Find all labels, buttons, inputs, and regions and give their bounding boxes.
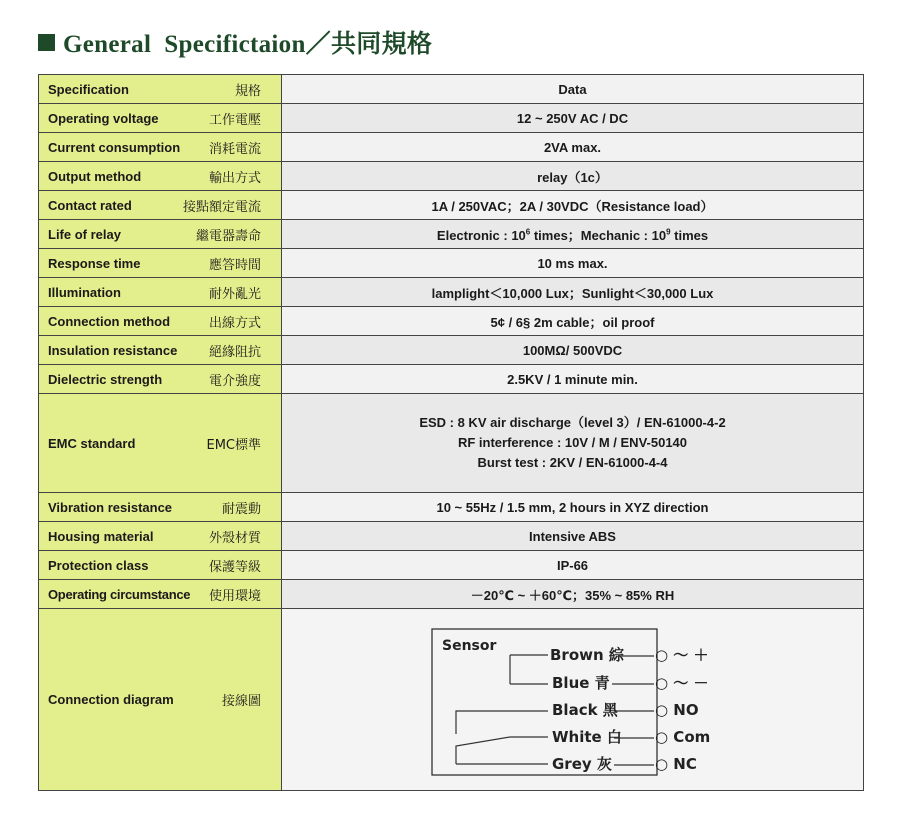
row-label [39, 278, 282, 307]
row-label [39, 249, 282, 278]
row-value: －20℃ ~ ＋60℃；35% ~ 85% RH [282, 580, 864, 609]
row-label [39, 365, 282, 394]
row-value [282, 220, 864, 249]
relay-switch-contact [456, 737, 510, 764]
table-row [39, 249, 864, 278]
row-value [282, 394, 864, 493]
header-data: Data [282, 75, 864, 104]
row-value: 1A / 250VAC；2A / 30VDC（Resistance load） [282, 191, 864, 220]
row-en: Life of relay [48, 226, 121, 242]
table-row [39, 220, 864, 249]
table-row [39, 307, 864, 336]
row-zh: 使用環境 [208, 588, 261, 604]
row-zh: 出線方式 [208, 315, 261, 331]
row-en: Operating circumstance [48, 586, 191, 602]
row-label [39, 104, 282, 133]
row-value: 12 ~ 250V AC / DC [282, 104, 864, 133]
table-header-row [39, 75, 864, 104]
row-label [39, 220, 282, 249]
table-row [39, 336, 864, 365]
wire-color-label: Black 黑 [552, 701, 618, 719]
row-en: Operating voltage [48, 110, 159, 126]
connection-diagram [282, 609, 864, 787]
header-zh: 規格 [234, 83, 261, 99]
row-zh: 消耗電流 [208, 141, 261, 157]
row-label [39, 580, 282, 609]
wire-color-label: Brown 綜 [550, 646, 624, 664]
row-label [39, 336, 282, 365]
emc-line: Burst test : 2KV / EN-61000-4-4 [477, 455, 668, 470]
row-value: 100MΩ/ 500VDC [282, 336, 864, 365]
row-zh: 電介強度 [208, 373, 261, 389]
row-value: IP-66 [282, 551, 864, 580]
wire-terminal-label: ○ NC [655, 755, 697, 773]
row-en: Vibration resistance [48, 499, 173, 515]
relay-life-times: times [670, 227, 709, 243]
heading-square-icon [38, 34, 55, 51]
row-en: Protection class [48, 557, 149, 573]
table-row [39, 394, 864, 493]
row-zh: 應答時間 [208, 257, 261, 273]
row-zh: 耐外亂光 [208, 286, 261, 302]
wire-terminal-label: ○ NO [655, 701, 699, 719]
table-row [39, 162, 864, 191]
table-row [39, 365, 864, 394]
page-heading [38, 24, 432, 60]
row-label [39, 609, 282, 791]
row-en: Connection method [48, 313, 171, 329]
row-label [39, 394, 282, 493]
row-en: Illumination [48, 284, 121, 300]
wire-color-label: Blue 青 [552, 674, 610, 692]
row-label [39, 493, 282, 522]
page-title: General Specifictaion／共同規格 [63, 31, 433, 58]
row-en: Output method [48, 168, 142, 184]
table-row [39, 133, 864, 162]
table-row [39, 104, 864, 133]
table-row [39, 191, 864, 220]
row-zh: 工作電壓 [208, 112, 261, 128]
row-value: 2.5KV / 1 minute min. [282, 365, 864, 394]
row-en: Response time [48, 255, 141, 271]
row-en: Insulation resistance [48, 342, 178, 358]
connection-diagram-cell [282, 609, 864, 791]
row-en: Contact rated [48, 197, 132, 213]
row-zh: 絕緣阻抗 [208, 344, 261, 360]
sensor-label: Sensor [442, 638, 497, 654]
row-label [39, 551, 282, 580]
row-label [39, 133, 282, 162]
wire-terminal-label: ○ Com [655, 728, 711, 746]
table-row [39, 278, 864, 307]
row-value: relay（1c） [282, 162, 864, 191]
header-en: Specification [48, 81, 129, 97]
row-zh: 外殼材質 [208, 530, 261, 546]
row-value: 10 ~ 55Hz / 1.5 mm, 2 hours in XYZ direction [282, 493, 864, 522]
row-en: Current consumption [48, 139, 181, 155]
row-value: lamplight＜10,000 Lux；Sunlight＜30,000 Lux [282, 278, 864, 307]
row-value: 10 ms max. [282, 249, 864, 278]
spec-table [38, 74, 864, 791]
row-zh: 耐震動 [221, 501, 261, 517]
header-label-cell [39, 75, 282, 104]
row-zh: 保護等級 [208, 559, 261, 575]
table-row [39, 609, 864, 791]
relay-life-mechanic: times；Mechanic : 10 [530, 227, 667, 243]
relay-life-exp-6: 6 [525, 227, 531, 237]
wire-color-label: Grey 灰 [552, 755, 612, 773]
row-value: Intensive ABS [282, 522, 864, 551]
row-zh: 繼電器壽命 [195, 228, 261, 244]
row-en: Housing material [48, 528, 154, 544]
row-label [39, 522, 282, 551]
row-value: 5¢ / 6§ 2m cable；oil proof [282, 307, 864, 336]
row-en: Connection diagram [48, 692, 174, 707]
emc-line: RF interference : 10V / M / ENV-50140 [457, 435, 688, 450]
table-row [39, 493, 864, 522]
wire-color-label: White 白 [552, 728, 622, 746]
row-value: 2VA max. [282, 133, 864, 162]
relay-life-exp-9: 9 [666, 227, 671, 237]
table-row [39, 580, 864, 609]
row-en: EMC standard [48, 435, 136, 451]
row-label [39, 162, 282, 191]
row-zh: 輸出方式 [208, 170, 261, 186]
relay-no-contact [456, 711, 510, 734]
row-zh: EMC標準 [206, 437, 261, 453]
table-row [39, 522, 864, 551]
relay-life-electronic: Electronic : 10 [436, 227, 526, 243]
row-zh: 接點額定電流 [182, 199, 261, 215]
row-zh: 接線圖 [221, 694, 261, 709]
emc-line: ESD : 8 KV air discharge（level 3）/ EN-61000-4-2 [419, 415, 726, 430]
table-row [39, 551, 864, 580]
row-label [39, 191, 282, 220]
row-en: Dielectric strength [48, 371, 163, 387]
wire-terminal-label: ○ ～ ＋ [655, 646, 709, 664]
wire-terminal-label: ○ ～ － [655, 674, 709, 692]
row-label [39, 307, 282, 336]
